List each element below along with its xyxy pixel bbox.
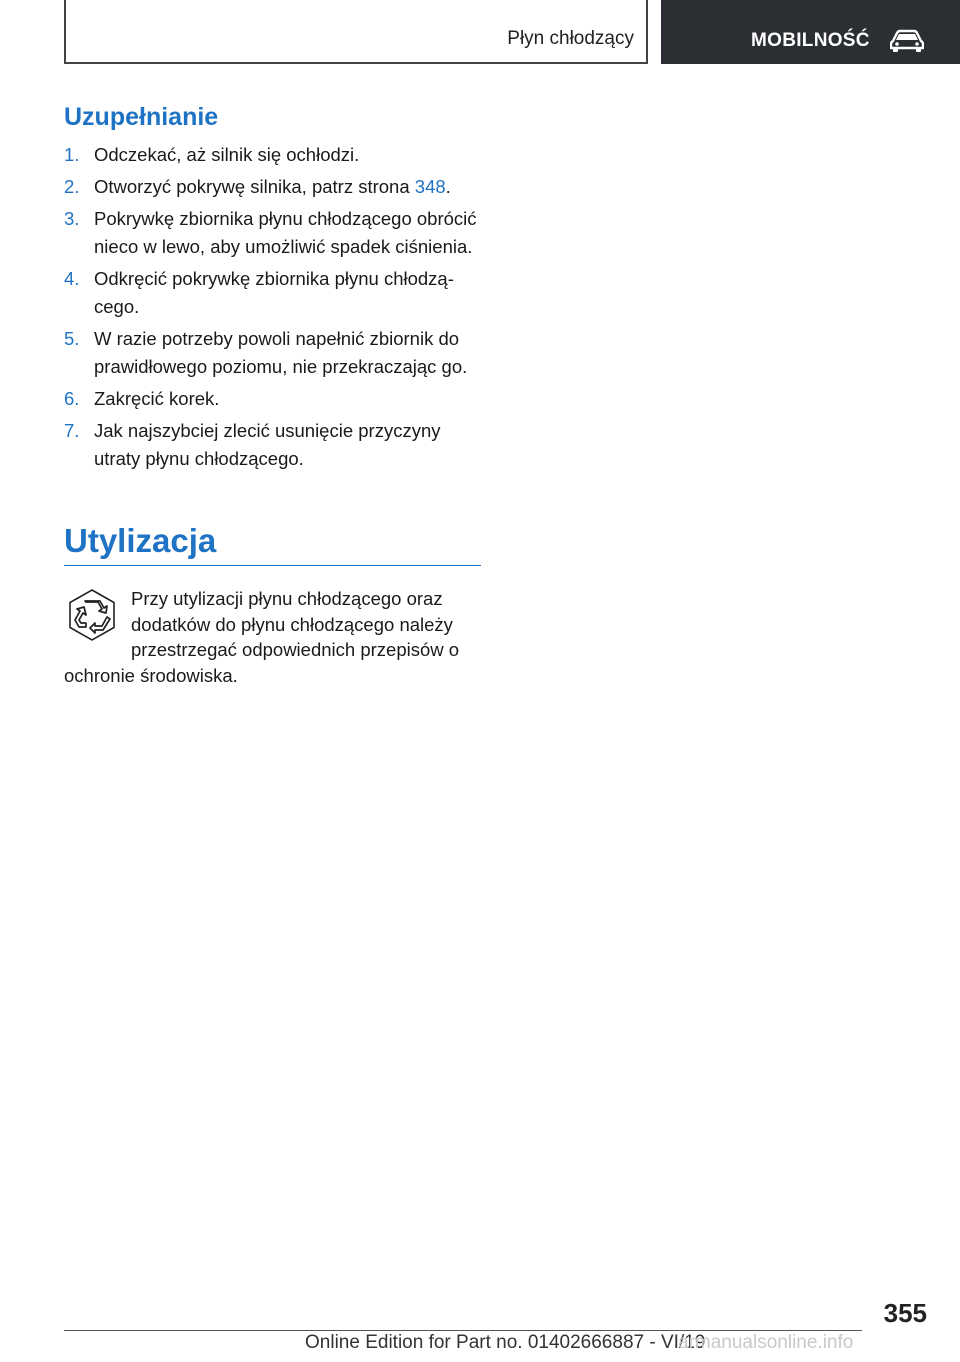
step-text: Pokrywkę zbiornika płynu chłodzącego obrócić nieco w lewo, aby umożliwić spadek ciśnienia. xyxy=(94,208,477,257)
step-number: 6. xyxy=(64,388,80,409)
footer-divider xyxy=(64,1330,862,1331)
step-item xyxy=(64,265,484,321)
page-number: 355 xyxy=(883,1298,927,1328)
step-text: Odkręcić pokrywkę zbiornika płynu chłodzącego. xyxy=(94,268,454,317)
step-number: 1. xyxy=(64,144,80,165)
section-tab[interactable] xyxy=(661,0,960,64)
refill-steps xyxy=(64,141,484,477)
refill-heading: Uzupełnianie xyxy=(64,103,219,131)
chapter-title: Płyn chłodzący xyxy=(507,28,634,49)
step-item xyxy=(64,173,484,201)
step-text: W razie potrzeby powoli napełnić zbiornik do prawidłowego poziomu, nie przekraczając go. xyxy=(94,328,468,377)
step-text: Jak najszybciej zlecić usunięcie przyczyny utraty płynu chłodzącego. xyxy=(94,420,441,469)
step-item xyxy=(64,205,484,261)
section-label: MOBILNOŚĆ xyxy=(751,30,870,51)
step-text-end: . xyxy=(445,176,451,197)
step-number: 4. xyxy=(64,268,80,289)
step-text: Otworzyć pokrywę silnika, patrz strona xyxy=(94,176,415,197)
disposal-text: Przy utylizacji płynu chłodzącego oraz dodatków do płynu chłodzącego należy przestrzegać odpowiednich przepisów o ochronie środowiska. xyxy=(64,588,460,686)
car-icon xyxy=(890,27,924,53)
page-reference-link[interactable]: 348 xyxy=(414,176,446,197)
step-number: 7. xyxy=(64,420,80,441)
disposal-paragraph xyxy=(64,586,474,688)
step-item xyxy=(64,385,484,413)
heading-divider xyxy=(64,565,481,566)
step-item xyxy=(64,141,484,169)
watermark: armanualsonline.info xyxy=(678,1332,854,1353)
step-number: 3. xyxy=(64,208,80,229)
step-item xyxy=(64,325,484,381)
step-text: Zakręcić korek. xyxy=(94,388,220,409)
edition-note: Online Edition for Part no. 01402666887 - VI/19 xyxy=(305,1332,706,1353)
step-number: 2. xyxy=(64,176,80,197)
disposal-heading: Utylizacja xyxy=(64,522,217,559)
step-number: 5. xyxy=(64,328,80,349)
step-item xyxy=(64,417,484,473)
header-title-box xyxy=(64,0,648,64)
step-text: Odczekać, aż silnik się ochłodzi. xyxy=(94,144,360,165)
